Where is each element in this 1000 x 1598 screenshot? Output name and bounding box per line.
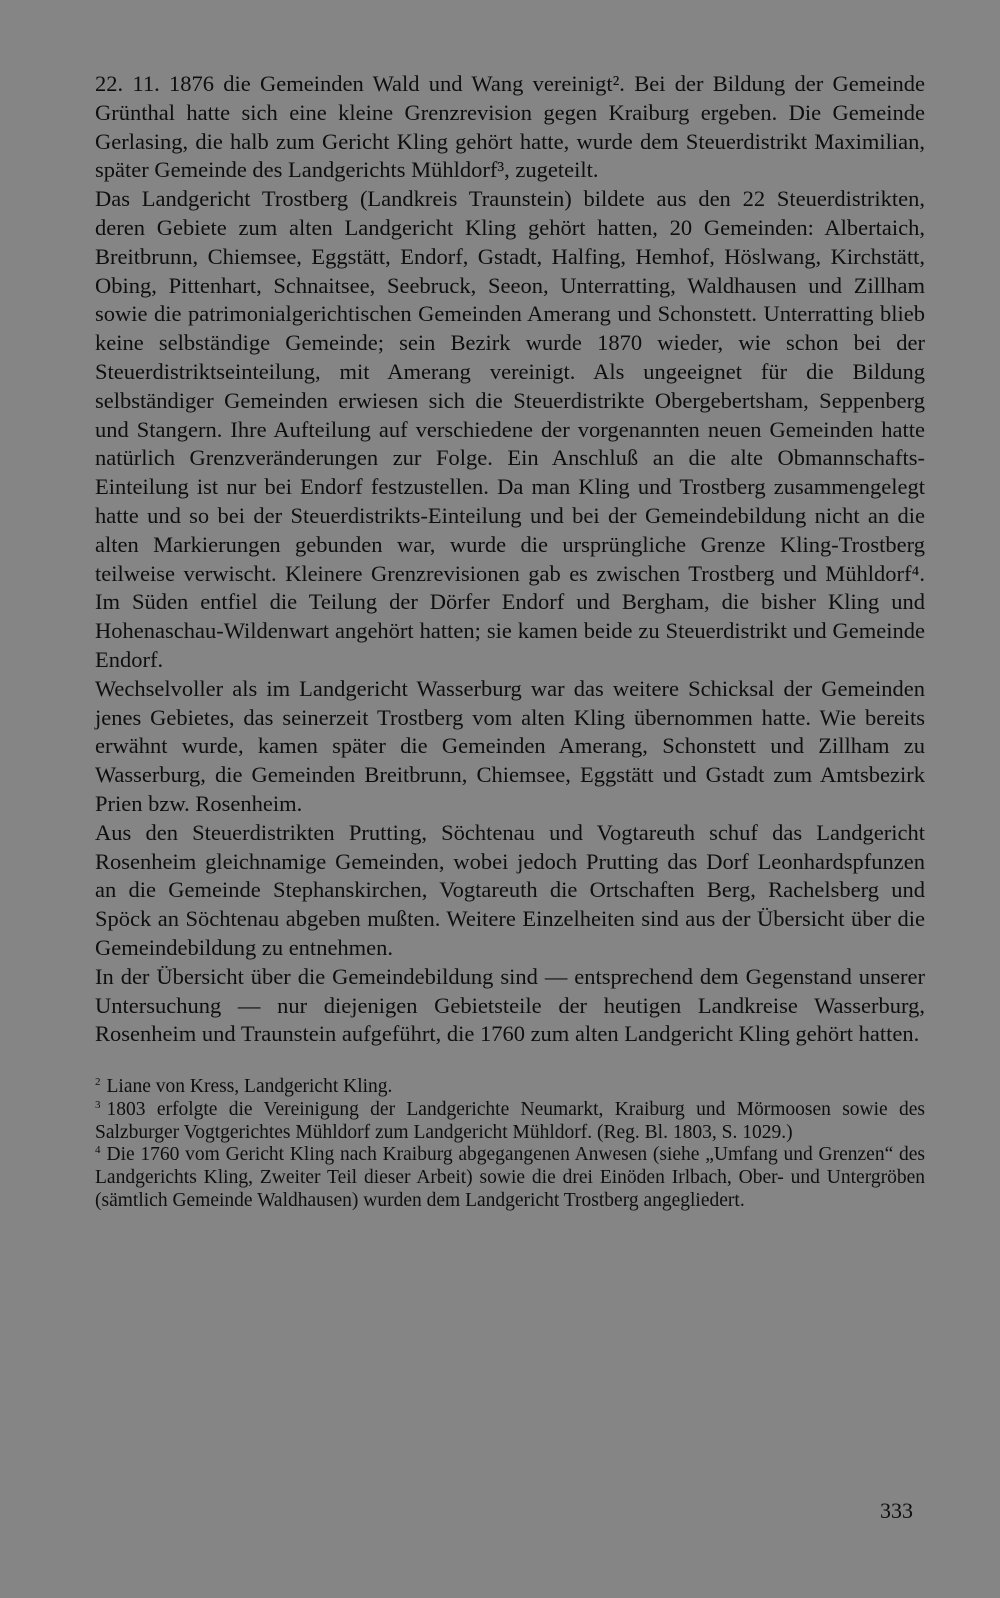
footnote — [95, 1144, 925, 1212]
main-text — [95, 70, 925, 1049]
paragraph: In der Übersicht über die Gemeindebildung sind — entsprechend dem Gegenstand unserer Untersuchung — nur diejenigen Gebietsteile der heutigen Landkreise Wasserburg, Rosenheim und Traunstein aufgeführt, die 1760 zum alten Landgericht Kling gehört hatten. — [95, 963, 925, 1047]
footnote-marker: 3 — [95, 1098, 101, 1111]
footnote-text: Die 1760 vom Gericht Kling nach Kraiburg abgegangenen Anwesen (siehe „Umfang und Grenzen“ des Landgerichts Kling, Zweiter Teil dieser Arbeit) sowie die drei Einöden Irlbach, Ober- und Untergröben (sämtlich Gemeinde Waldhausen) wurden dem Landgericht Trostberg angegliedert. — [95, 1144, 925, 1212]
footnote — [95, 1099, 925, 1145]
paragraph: Wechselvoller als im Landgericht Wasserburg war das weitere Schicksal der Gemeinden jenes Gebietes, das seinerzeit Trostberg vom alten Kling übernommen hatte. Wie bereits erwähnt wurde, kamen später die Gemeinden Amerang, Schonstett und Zillham zu Wasserburg, die Gemeinden Breitbrunn, Chiemsee, Eggstätt und Gstadt zum Amtsbezirk Prien bzw. Rosenheim. — [95, 675, 925, 816]
footnote-text: 1803 erfolgte die Vereinigung der Landgerichte Neumarkt, Kraiburg und Mörmoosen sowie des Salzburger Vogtgerichtes Mühldorf zum Landgericht Mühldorf. (Reg. Bl. 1803, S. 1029.) — [95, 1098, 925, 1143]
footnote-marker: 2 — [95, 1076, 101, 1089]
page-number: 333 — [880, 1498, 913, 1523]
footnote — [95, 1076, 925, 1099]
paragraph: Aus den Steuerdistrikten Prutting, Söchtenau und Vogtareuth schuf das Landgericht Rosenheim gleichnamige Gemeinden, wobei jedoch Prutting das Dorf Leonhardspfunzen an die Gemeinde Stephanskirchen, Vogtareuth die Ortschaften Berg, Rachelsberg und Spöck an Söchtenau abgeben mußten. Weitere Einzelheiten sind aus der Übersicht über die Gemeindebildung zu entnehmen. — [95, 819, 925, 960]
paragraph: Das Landgericht Trostberg (Landkreis Traunstein) bildete aus den 22 Steuerdistrikten, deren Gebiete zum alten Landgericht Kling gehört hatten, 20 Gemeinden: Albertaich, Breitbrunn, Chiemsee, Eggstätt, Endorf, Gstadt, Halfing, Hemhof, Höslwang, Kirchstätt, Obing, Pittenhart, Schnaitsee, Seebruck, Seeon, Unterratting, Waldhausen und Zillham sowie die patrimonialgerichtischen Gemeinden Amerang und Schonstett. Unterratting blieb keine selbständige Gemeinde; sein Bezirk wurde 1870 wieder, wie schon bei der Steuerdistriktseinteilung, mit Amerang vereinigt. Als ungeeignet für die Bildung selbständiger Gemeinden erwiesen sich die Steuerdistrikte Obergebertsham, Seppenberg und Stangern. Ihre Aufteilung auf verschiedene der vorgenannten neuen Gemeinden hatte natürlich Grenzveränderungen zur Folge. Ein Anschluß an die alte Obmannschafts-Einteilung ist nur bei Endorf festzustellen. Da man Kling und Trostberg zusammengelegt hatte und so bei der Steuerdistrikts-Einteilung und bei der Gemeindebildung nicht an die alten Markierungen gebunden war, wurde die ursprüngliche Grenze Kling-Trostberg teilweise verwischt. Kleinere Grenzrevisionen gab es zwischen Trostberg und Mühldorf⁴. Im Süden entfiel die Teilung der Dörfer Endorf und Bergham, die bisher Kling und Hohenaschau-Wildenwart angehört hatten; sie kamen beide zu Steuerdistrikt und Gemeinde Endorf. — [95, 186, 925, 672]
footnote-marker: 4 — [95, 1144, 101, 1157]
page-content — [95, 70, 925, 1213]
paragraph: 22. 11. 1876 die Gemeinden Wald und Wang vereinigt². Bei der Bildung der Gemeinde Grünthal hatte sich eine kleine Grenzrevision gegen Kraiburg ergeben. Die Gemeinde Gerlasing, die halb zum Gericht Kling gehört hatte, wurde dem Steuerdistrikt Maximilian, später Gemeinde des Landgerichts Mühldorf³, zugeteilt. — [95, 71, 925, 183]
footnote-text: Liane von Kress, Landgericht Kling. — [106, 1076, 393, 1098]
footnotes — [95, 1076, 925, 1213]
